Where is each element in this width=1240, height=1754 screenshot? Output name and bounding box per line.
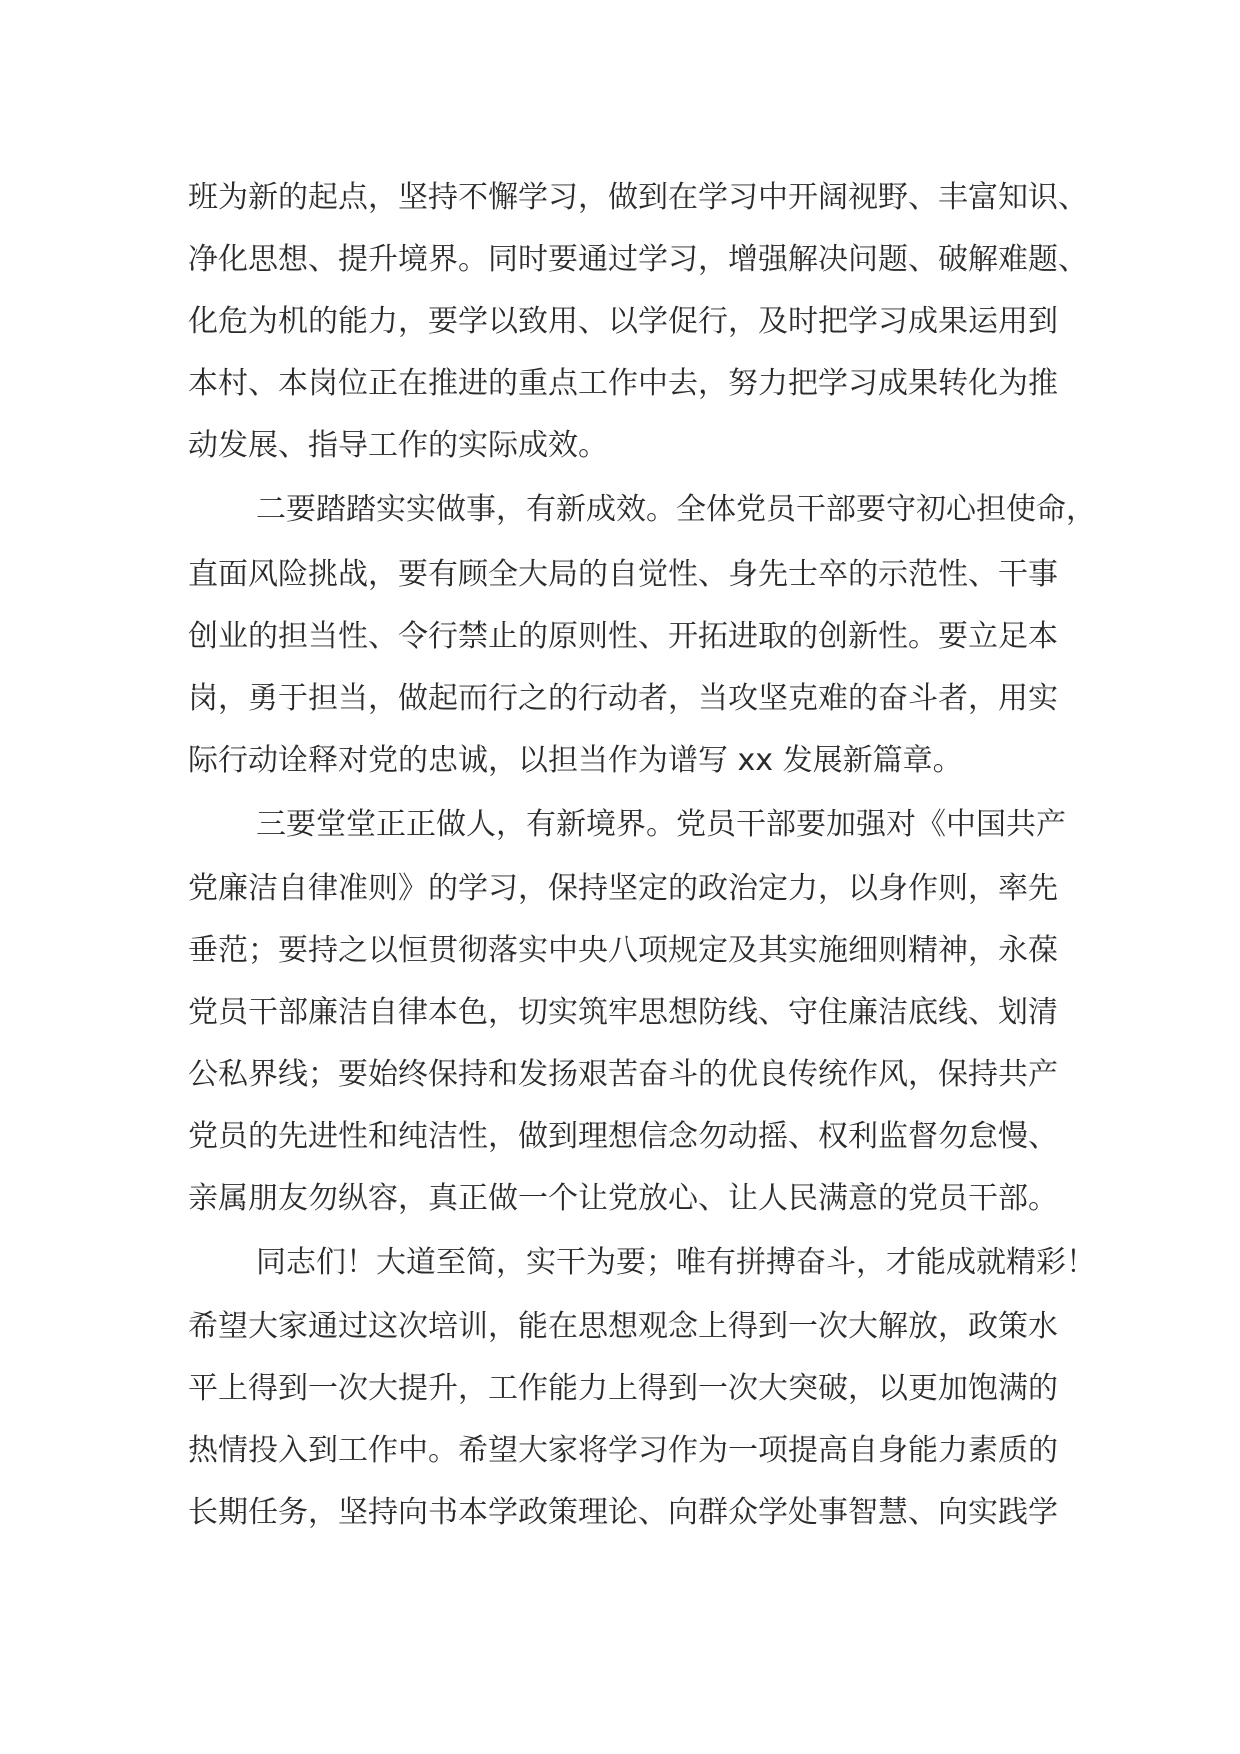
text-line: 亲属朋友勿纵容，真正做一个让党放心、让人民满意的党员干部。 xyxy=(188,1181,1058,1216)
text-line: 本村、本岗位正在推进的重点工作中去，努力把学习成果转化为推 xyxy=(188,366,1058,401)
paragraph-start-line: 同志们！大道至简，实干为要；唯有拼搏奋斗，才能成就精彩！ xyxy=(256,1245,1096,1280)
text-line: 党员的先进性和纯洁性，做到理想信念勿动摇、权利监督勿怠慢、 xyxy=(188,1119,1058,1154)
text-line: 直面风险挑战，要有顾全大局的自觉性、身先士卒的示范性、干事 xyxy=(188,557,1058,592)
text-line: 岗，勇于担当，做起而行之的行动者，当攻坚克难的奋斗者，用实 xyxy=(188,681,1058,716)
text-line: 希望大家通过这次培训，能在思想观念上得到一次大解放，政策水 xyxy=(188,1309,1058,1344)
text-line: 化危为机的能力，要学以致用、以学促行，及时把学习成果运用到 xyxy=(188,304,1058,339)
text-line: 班为新的起点，坚持不懈学习，做到在学习中开阔视野、丰富知识、 xyxy=(188,180,1088,215)
text-line: 长期任务，坚持向书本学政策理论、向群众学处事智慧、向实践学 xyxy=(188,1495,1058,1530)
paragraph-start-line: 二要踏踏实实做事，有新成效。全体党员干部要守初心担使命， xyxy=(256,492,1096,527)
text-line: 际行动诠释对党的忠诚，以担当作为谱写 xx 发展新篇章。 xyxy=(188,743,963,778)
text-line: 平上得到一次大提升，工作能力上得到一次大突破，以更加饱满的 xyxy=(188,1371,1058,1406)
paragraph-start-line: 三要堂堂正正做人，有新境界。党员干部要加强对《中国共产 xyxy=(256,807,1066,842)
text-line: 热情投入到工作中。希望大家将学习作为一项提高自身能力素质的 xyxy=(188,1433,1058,1468)
text-line: 动发展、指导工作的实际成效。 xyxy=(188,428,608,463)
text-line: 党员干部廉洁自律本色，切实筑牢思想防线、守住廉洁底线、划清 xyxy=(188,995,1058,1030)
text-line: 公私界线；要始终保持和发扬艰苦奋斗的优良传统作风，保持共产 xyxy=(188,1057,1058,1092)
text-line: 净化思想、提升境界。同时要通过学习，增强解决问题、破解难题、 xyxy=(188,242,1088,277)
text-line: 党廉洁自律准则》的学习，保持坚定的政治定力，以身作则，率先 xyxy=(188,871,1058,906)
text-line: 创业的担当性、令行禁止的原则性、开拓进取的创新性。要立足本 xyxy=(188,619,1058,654)
text-line: 垂范；要持之以恒贯彻落实中央八项规定及其实施细则精神，永葆 xyxy=(188,933,1058,968)
